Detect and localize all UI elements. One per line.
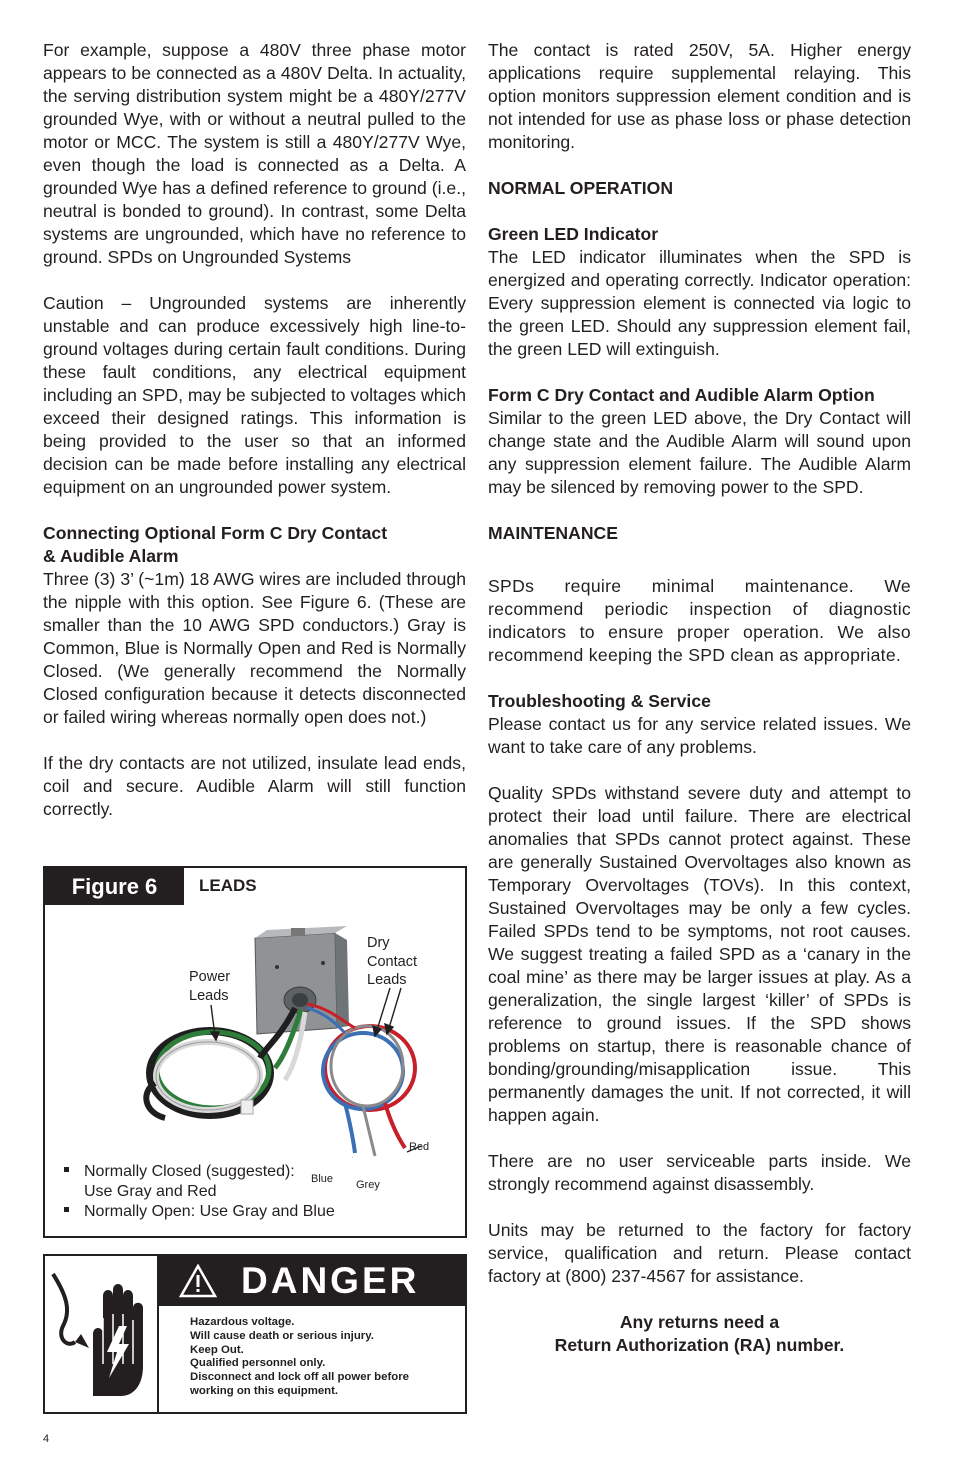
wires-paragraph: Three (3) 3’ (~1m) 18 AWG wires are included through the nipple with this option. See Figure 6. (These are smaller than the 10 AWG SPD conductors.) Gray is Common, Blue is Normally Open and Red is Normally Closed. (We generally recommend the Normally Closed configuration because it detects disconnected or failed wiring whereas normally open does not.) <box>43 569 466 727</box>
form-c-option-paragraph: Similar to the green LED above, the Dry Contact will change state and the Audible Alarm will sound upon any suppression element failure. The Audible Alarm may be silenced by removing power to the SPD. <box>488 408 911 497</box>
figure-notes <box>63 1162 335 1222</box>
danger-text: Hazardous voltage. Will cause death or serious injury. Keep Out. Qualified personnel only. Disconnect and lock off all power before working on this equipment. <box>190 1316 409 1397</box>
red-wire-label: Red <box>409 1141 430 1153</box>
form-c-option-heading: Form C Dry Contact and Audible Alarm Option <box>488 385 875 405</box>
danger-header <box>159 1256 465 1306</box>
troubleshooting-paragraph: Please contact us for any service related issues. We want to take care of any problems. <box>488 714 911 757</box>
blue-wire-label: Blue <box>311 1173 334 1185</box>
intro-paragraph: For example, suppose a 480V three phase motor appears to be connected as a 480V Delta. In actuality, the serving distribution system might be a 480Y/277V grounded Wye, with or without a neutral pulled to the motor or MCC. The system is still a 480Y/277V Wye, even though the load is connected as a Delta. A grounded Wye has a defined reference to ground (i.e., neutral is bonded to ground). In contrast, some Delta systems are ungrounded, which have no reference to ground. SPDs on Ungrounded Systems <box>43 40 466 267</box>
maintenance-heading: MAINTENANCE <box>488 523 618 543</box>
troubleshooting-heading: Troubleshooting & Service <box>488 691 711 711</box>
danger-label <box>43 1254 467 1414</box>
maintenance-paragraph: SPDs require minimal maintenance. We recommend periodic inspection of diagnostic indicators to ensure proper operation. We also recommend keeping the SPD clean as appropriate. <box>488 576 911 665</box>
no-user-serviceable-paragraph: There are no user serviceable parts inside. We strongly recommend against disassembly. <box>488 1151 911 1194</box>
warning-triangle-icon <box>179 1264 217 1298</box>
danger-word: DANGER <box>241 1260 420 1301</box>
note-normally-closed: Normally Closed (suggested): Use Gray and Red <box>63 1162 335 1202</box>
green-led-heading: Green LED Indicator <box>488 224 659 244</box>
power-leads-label: Power Leads <box>189 969 231 1004</box>
electric-shock-hand-icon <box>45 1256 159 1412</box>
normal-operation-heading: NORMAL OPERATION <box>488 178 674 198</box>
dry-contact-leads-label: Dry Contact Leads <box>367 935 417 988</box>
right-column <box>488 39 911 1357</box>
form-c-heading-line1: Connecting Optional Form C Dry Contact <box>43 523 388 543</box>
dry-contacts-paragraph: If the dry contacts are not utilized, insulate lead ends, coil and secure. Audible Alarm will still function correctly. <box>43 753 466 819</box>
quality-spds-paragraph: Quality SPDs withstand severe duty and attempt to protect their load until failure. There are electrical anomalies that SPDs cannot protect against. These are generally Sustained Overvoltages also known as Temporary Overvoltages (TOVs). In this context, Sustained Overvoltages may be only a few cycles. Failed SPDs tend to be symptoms, not root causes. We suggest treating a failed SPD as a ‘canary in the coal mine’ as there may be larger issues at play. As a generalization, the single largest ‘killer’ of SPDs is reference to ground issues. If the SPD shows problems on startup, there is reasonable chance of bonding/grounding/misapplication issue. This permanently damages the unit. If not corrected, it will happen again. <box>488 783 911 1125</box>
form-c-heading-line2: & Audible Alarm <box>43 546 179 566</box>
caution-paragraph: Caution – Ungrounded systems are inherently unstable and can produce excessively high line-to-ground voltages during certain fault conditions. During these fault conditions, any electrical equipment including an SPD, may be subjected to voltages which exceed their designed ratings. This information is being provided to the user so that an informed decision can be made before installing any electrical equipment on an ungrounded power system. <box>43 293 466 497</box>
figure-title: LEADS <box>199 876 257 895</box>
left-column <box>43 39 466 844</box>
note-normally-open: Normally Open: Use Gray and Blue <box>63 1202 335 1222</box>
page-number: 4 <box>43 1433 50 1445</box>
returns-line1: Any returns need a <box>619 1312 780 1332</box>
figure-tab: Figure 6 <box>45 868 184 905</box>
units-returned-paragraph: Units may be returned to the factory for factory service, qualification and return. Please contact factory at (800) 237-4567 for assistance. <box>488 1220 911 1286</box>
grey-wire-label: Grey <box>356 1179 380 1191</box>
returns-line2: Return Authorization (RA) number. <box>554 1335 845 1355</box>
figure-6 <box>43 866 467 1238</box>
green-led-paragraph: The LED indicator illuminates when the SPD is energized and operating correctly. Indicator operation: Every suppression element is connected via logic to the green LED. Should any suppression element fail, the green LED will extinguish. <box>488 247 911 359</box>
contact-rating-paragraph: The contact is rated 250V, 5A. Higher energy applications require supplemental relaying. This option monitors suppression element condition and is not intended for use as phase loss or phase detection monitoring. <box>488 40 911 152</box>
